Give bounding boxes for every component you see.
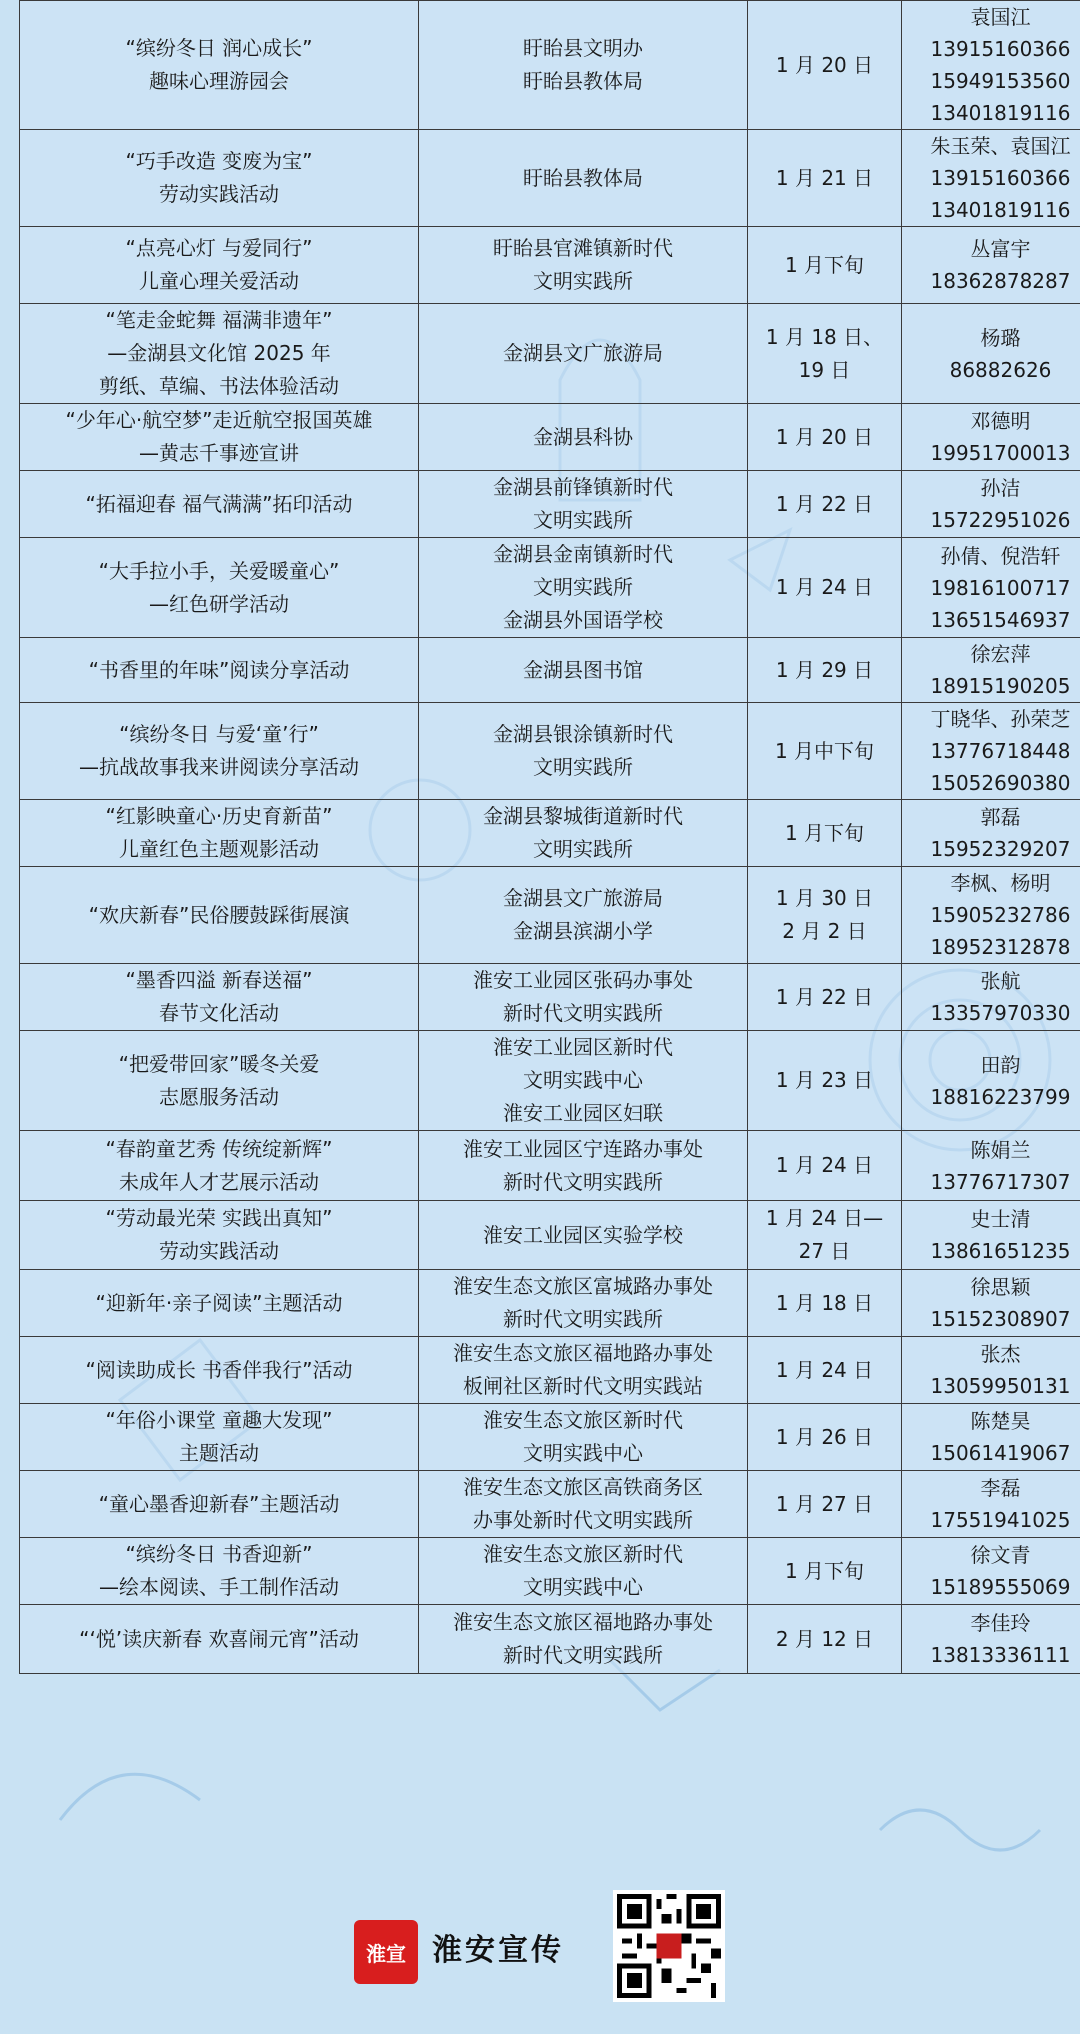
activity-date-line: 19 日	[798, 357, 851, 382]
activity-name-line: “缤纷冬日 与爱‘童’行”	[119, 722, 319, 746]
table-row	[20, 1538, 1080, 1605]
contact-cell	[902, 304, 1080, 404]
activity-name-line: 儿童心理关爱活动	[139, 269, 299, 293]
activity-date-line: 1 月 22 日	[775, 984, 874, 1009]
contact-line: 朱玉荣、袁国江	[930, 134, 1071, 158]
contact-line: 史士清	[970, 1207, 1031, 1231]
organizer-cell	[419, 867, 748, 964]
organizer-line: 办事处新时代文明实践所	[473, 1508, 693, 1532]
organizer-line: 淮安生态文旅区新时代	[483, 1408, 683, 1432]
organizer-line: 金湖县前锋镇新时代	[493, 475, 673, 499]
organizer-cell	[419, 800, 748, 867]
contact-line: 徐思颖	[970, 1275, 1031, 1299]
activity-name-cell	[20, 1605, 419, 1674]
activity-name-cell	[20, 1031, 419, 1131]
activity-date-cell	[748, 703, 902, 800]
organizer-cell	[419, 404, 748, 471]
contact-line: 18362878287	[930, 269, 1071, 293]
contact-line: 孙洁	[980, 476, 1021, 500]
contact-line: 张航	[980, 969, 1021, 993]
contact-line: 13651546937	[930, 607, 1071, 632]
activity-name-line: 趣味心理游园会	[149, 69, 289, 93]
activity-date-cell	[748, 1605, 902, 1674]
activity-name-line: 儿童红色主题观影活动	[119, 837, 319, 861]
table-row	[20, 471, 1080, 538]
activity-date-line: 1 月 26 日	[775, 1424, 874, 1449]
logo-text: 淮宣	[366, 1941, 406, 1966]
organizer-cell	[419, 638, 748, 703]
activity-date-line: 2 月 12 日	[775, 1626, 874, 1651]
organizer-line: 淮安工业园区张码办事处	[473, 968, 693, 992]
contact-line: 李枫、杨明	[950, 871, 1051, 895]
huaixuan-logo	[354, 1920, 418, 1984]
table-row	[20, 1605, 1080, 1674]
contact-cell	[902, 1, 1080, 130]
contact-cell	[902, 638, 1080, 703]
activity-name-line: “年俗小课堂 童趣大发现”	[105, 1408, 333, 1432]
activity-name-line: “春韵童艺秀 传统绽新辉”	[105, 1136, 333, 1161]
activity-date-cell	[748, 638, 902, 703]
contact-line: 17551941025	[930, 1508, 1071, 1532]
activity-table	[19, 0, 1080, 1674]
activity-date-cell	[748, 1031, 902, 1131]
contact-line: 杨璐	[980, 325, 1021, 350]
activity-name-line: “红影映童心·历史育新苗”	[105, 804, 333, 828]
contact-line: 13915160366	[930, 37, 1071, 61]
organizer-line: 文明实践所	[533, 755, 633, 779]
organizer-line: 淮安生态文旅区福地路办事处	[453, 1610, 713, 1634]
organizer-line: 淮安工业园区妇联	[503, 1101, 663, 1125]
contact-line: 13776717307	[930, 1169, 1071, 1194]
contact-line: 15949153560	[930, 69, 1071, 93]
table-row	[20, 1, 1080, 130]
contact-line: 陈楚昊	[970, 1409, 1031, 1433]
contact-cell	[902, 1404, 1080, 1471]
organizer-line: 金湖县滨湖小学	[513, 919, 653, 943]
activity-name-line: —黄志千事迹宣讲	[139, 441, 299, 465]
activity-name-line: 主题活动	[179, 1441, 259, 1465]
organizer-cell	[419, 1404, 748, 1471]
contact-line: 15061419067	[930, 1441, 1071, 1465]
contact-line: 丛富宇	[970, 237, 1031, 261]
activity-date-line: 1 月 24 日	[775, 1153, 874, 1177]
activity-date-cell	[748, 867, 902, 964]
contact-cell	[902, 1031, 1080, 1131]
activity-date-cell	[748, 964, 902, 1031]
organizer-cell	[419, 130, 748, 227]
activity-name-line: “笔走金蛇舞 福满非遗年”	[105, 308, 333, 332]
contact-cell	[902, 1471, 1080, 1538]
activity-name-cell	[20, 130, 419, 227]
contact-line: 13861651235	[930, 1239, 1071, 1263]
contact-line: 19816100717	[930, 575, 1071, 600]
contact-cell	[902, 1337, 1080, 1404]
contact-cell	[902, 130, 1080, 227]
table-row	[20, 800, 1080, 867]
activity-name-cell	[20, 538, 419, 638]
activity-date-cell	[748, 227, 902, 304]
organizer-line: 文明实践中心	[523, 1441, 643, 1465]
table-row	[20, 964, 1080, 1031]
activity-name-line: “缤纷冬日 润心成长”	[125, 36, 313, 60]
organizer-line: 新时代文明实践所	[503, 1643, 663, 1667]
contact-line: 袁国江	[970, 5, 1031, 29]
activity-date-line: 1 月 29 日	[775, 657, 874, 682]
organizer-cell	[419, 1605, 748, 1674]
table-row	[20, 538, 1080, 638]
contact-cell	[902, 867, 1080, 964]
contact-cell	[902, 1605, 1080, 1674]
organizer-cell	[419, 1031, 748, 1131]
contact-line: 15722951026	[930, 508, 1071, 532]
activity-name-cell	[20, 1, 419, 130]
organizer-line: 金湖县外国语学校	[503, 608, 663, 632]
activity-date-line: 1 月 23 日	[775, 1068, 874, 1092]
activity-date-cell	[748, 800, 902, 867]
activity-name-line: “童心墨香迎新春”主题活动	[98, 1491, 340, 1516]
activity-date-cell	[748, 1538, 902, 1605]
activity-name-line: 未成年人才艺展示活动	[119, 1169, 319, 1194]
organizer-line: 金湖县科协	[533, 424, 633, 449]
activity-name-line: “少年心·航空梦”走近航空报国英雄	[65, 408, 373, 432]
activity-name-cell	[20, 867, 419, 964]
table-row	[20, 1471, 1080, 1538]
organizer-line: 新时代文明实践所	[503, 1169, 663, 1194]
table-row	[20, 304, 1080, 404]
table-row	[20, 1337, 1080, 1404]
activity-date-cell	[748, 1201, 902, 1270]
activity-name-cell	[20, 703, 419, 800]
contact-cell	[902, 1201, 1080, 1270]
organizer-line: 文明实践中心	[523, 1068, 643, 1092]
activity-date-line: 1 月 21 日	[775, 165, 874, 190]
table-row	[20, 1131, 1080, 1201]
contact-line: 13915160366	[930, 166, 1071, 190]
contact-line: 田韵	[980, 1052, 1021, 1077]
organizer-line: 淮安生态文旅区富城路办事处	[453, 1274, 713, 1298]
activity-date-line: 1 月中下旬	[774, 738, 875, 763]
contact-line: 13401819116	[930, 198, 1071, 222]
activity-date-line: 1 月下旬	[784, 820, 865, 845]
organizer-cell	[419, 1538, 748, 1605]
activity-name-cell	[20, 638, 419, 703]
activity-name-cell	[20, 1201, 419, 1270]
brand-name: 淮安宣传	[432, 1933, 564, 1968]
contact-cell	[902, 1131, 1080, 1201]
organizer-line: 金湖县银涂镇新时代	[493, 722, 673, 746]
table-row	[20, 1270, 1080, 1337]
activity-name-cell	[20, 1270, 419, 1337]
activity-name-line: “把爱带回家”暖冬关爱	[118, 1051, 320, 1076]
organizer-line: 淮安工业园区宁连路办事处	[463, 1136, 703, 1161]
contact-line: 孙倩、倪浩轩	[940, 543, 1061, 568]
contact-cell	[902, 964, 1080, 1031]
contact-line: 18816223799	[930, 1084, 1071, 1109]
activity-name-line: “大手拉小手，关爱暖童心”	[98, 558, 340, 583]
contact-cell	[902, 538, 1080, 638]
organizer-cell	[419, 471, 748, 538]
activity-name-cell	[20, 227, 419, 304]
contact-line: 13813336111	[930, 1643, 1071, 1667]
organizer-line: 文明实践所	[533, 837, 633, 861]
activity-name-line: “书香里的年味”阅读分享活动	[88, 657, 350, 682]
activity-table-wrapper	[19, 0, 1071, 1674]
contact-line: 15052690380	[930, 771, 1071, 795]
activity-date-line: 1 月 18 日、	[765, 324, 884, 349]
activity-name-cell	[20, 964, 419, 1031]
activity-date-line: 1 月 22 日	[775, 491, 874, 516]
activity-name-cell	[20, 1404, 419, 1471]
contact-line: 李磊	[980, 1476, 1021, 1500]
contact-line: 郭磊	[980, 805, 1021, 829]
organizer-line: 金湖县金南镇新时代	[493, 542, 673, 566]
organizer-line: 文明实践所	[533, 508, 633, 532]
activity-date-line: 1 月 30 日	[775, 886, 874, 910]
contact-line: 徐文青	[970, 1543, 1031, 1567]
activity-date-line: 1 月 20 日	[775, 52, 874, 77]
activity-name-line: “劳动最光荣 实践出真知”	[105, 1206, 333, 1230]
organizer-cell	[419, 227, 748, 304]
activity-date-line: 1 月下旬	[784, 252, 865, 277]
organizer-line: 新时代文明实践所	[503, 1307, 663, 1331]
contact-line: 陈娟兰	[970, 1137, 1031, 1162]
activity-date-cell	[748, 538, 902, 638]
organizer-line: 金湖县图书馆	[523, 657, 643, 682]
organizer-cell	[419, 1, 748, 130]
organizer-cell	[419, 538, 748, 638]
activity-name-cell	[20, 471, 419, 538]
activity-date-cell	[748, 471, 902, 538]
organizer-line: 文明实践中心	[523, 1575, 643, 1599]
qr-code	[613, 1890, 725, 2002]
activity-name-line: “‘悦’读庆新春 欢喜闹元宵”活动	[79, 1626, 359, 1651]
activity-date-cell	[748, 1270, 902, 1337]
contact-line: 18952312878	[930, 935, 1071, 959]
organizer-line: 淮安工业园区新时代	[493, 1035, 673, 1059]
organizer-line: 板闸社区新时代文明实践站	[463, 1374, 703, 1398]
contact-line: 13401819116	[930, 101, 1071, 125]
organizer-cell	[419, 1201, 748, 1270]
activity-date-line: 1 月 24 日—	[765, 1206, 884, 1230]
activity-name-line: “巧手改造 变废为宝”	[125, 149, 313, 173]
activity-name-cell	[20, 800, 419, 867]
contact-line: 18915190205	[930, 674, 1071, 698]
activity-date-line: 27 日	[798, 1239, 851, 1263]
activity-name-line: “拓福迎春 福气满满”拓印活动	[85, 491, 353, 516]
contact-line: 19951700013	[930, 441, 1071, 465]
contact-cell	[902, 800, 1080, 867]
contact-line: 86882626	[949, 357, 1052, 382]
organizer-cell	[419, 1337, 748, 1404]
activity-date-cell	[748, 1471, 902, 1538]
table-row	[20, 1201, 1080, 1270]
contact-line: 15952329207	[930, 837, 1071, 861]
contact-cell	[902, 471, 1080, 538]
activity-name-line: 志愿服务活动	[159, 1084, 279, 1109]
table-row	[20, 638, 1080, 703]
organizer-cell	[419, 703, 748, 800]
activity-name-line: “阅读助成长 书香伴我行”活动	[85, 1357, 353, 1382]
organizer-line: 淮安生态文旅区福地路办事处	[453, 1341, 713, 1365]
activity-table-body	[20, 1, 1080, 1674]
activity-date-cell	[748, 1404, 902, 1471]
organizer-cell	[419, 304, 748, 404]
organizer-line: 盱眙县教体局	[523, 69, 643, 93]
activity-name-line: “迎新年·亲子阅读”主题活动	[95, 1290, 343, 1315]
table-row	[20, 1404, 1080, 1471]
contact-line: 张杰	[980, 1342, 1021, 1366]
activity-date-line: 1 月下旬	[784, 1558, 865, 1583]
activity-date-line: 1 月 24 日	[775, 575, 874, 599]
footer	[0, 1868, 1080, 2034]
table-row	[20, 130, 1080, 227]
contact-line: 15152308907	[930, 1307, 1071, 1331]
contact-line: 15905232786	[930, 903, 1071, 927]
activity-name-line: —绘本阅读、手工制作活动	[99, 1575, 339, 1599]
activity-date-line: 1 月 27 日	[775, 1491, 874, 1516]
table-row	[20, 867, 1080, 964]
organizer-line: 文明实践所	[533, 575, 633, 599]
activity-name-line: —红色研学活动	[149, 591, 289, 616]
activity-name-cell	[20, 1131, 419, 1201]
activity-date-cell	[748, 1, 902, 130]
activity-date-cell	[748, 404, 902, 471]
table-row	[20, 227, 1080, 304]
activity-name-line: “欢庆新春”民俗腰鼓踩街展演	[88, 902, 350, 927]
organizer-cell	[419, 1131, 748, 1201]
organizer-cell	[419, 1270, 748, 1337]
activity-date-cell	[748, 130, 902, 227]
activity-name-line: “缤纷冬日 书香迎新”	[125, 1542, 313, 1566]
activity-name-cell	[20, 1471, 419, 1538]
contact-line: 13776718448	[930, 739, 1071, 763]
activity-name-line: 劳动实践活动	[159, 182, 279, 206]
activity-date-line: 1 月 24 日	[775, 1357, 874, 1382]
organizer-line: 文明实践所	[533, 269, 633, 293]
contact-cell	[902, 703, 1080, 800]
activity-name-line: “墨香四溢 新春送福”	[125, 968, 313, 992]
organizer-line: 淮安生态文旅区高铁商务区	[463, 1475, 703, 1499]
activity-name-cell	[20, 304, 419, 404]
table-row	[20, 404, 1080, 471]
contact-cell	[902, 1270, 1080, 1337]
organizer-line: 盱眙县教体局	[523, 165, 643, 190]
contact-cell	[902, 404, 1080, 471]
activity-date-cell	[748, 1131, 902, 1201]
activity-name-line: 春节文化活动	[159, 1001, 279, 1025]
contact-line: 13059950131	[930, 1374, 1071, 1398]
contact-cell	[902, 1538, 1080, 1605]
organizer-line: 金湖县黎城街道新时代	[483, 804, 683, 828]
table-row	[20, 1031, 1080, 1131]
contact-line: 徐宏萍	[970, 642, 1031, 666]
table-row	[20, 703, 1080, 800]
organizer-line: 盱眙县文明办	[523, 36, 643, 60]
organizer-line: 淮安工业园区实验学校	[483, 1222, 683, 1247]
contact-line: 15189555069	[930, 1575, 1071, 1599]
organizer-line: 淮安生态文旅区新时代	[483, 1542, 683, 1566]
activity-date-line: 1 月 18 日	[775, 1290, 874, 1315]
organizer-cell	[419, 964, 748, 1031]
activity-date-cell	[748, 304, 902, 404]
activity-name-line: —金湖县文化馆 2025 年	[107, 341, 331, 365]
activity-name-cell	[20, 1538, 419, 1605]
activity-name-line: 剪纸、草编、书法体验活动	[99, 374, 339, 398]
organizer-line: 新时代文明实践所	[503, 1001, 663, 1025]
activity-name-cell	[20, 1337, 419, 1404]
contact-line: 邓德明	[970, 409, 1031, 433]
activity-name-line: —抗战故事我来讲阅读分享活动	[79, 755, 359, 779]
contact-cell	[902, 227, 1080, 304]
activity-date-cell	[748, 1337, 902, 1404]
contact-line: 李佳玲	[970, 1611, 1031, 1635]
organizer-line: 金湖县文广旅游局	[503, 886, 663, 910]
organizer-cell	[419, 1471, 748, 1538]
organizer-line: 盱眙县官滩镇新时代	[493, 236, 673, 260]
activity-date-line: 1 月 20 日	[775, 424, 874, 449]
activity-date-line: 2 月 2 日	[782, 919, 867, 943]
contact-line: 丁晓华、孙荣芝	[930, 707, 1071, 731]
activity-name-cell	[20, 404, 419, 471]
activity-name-line: 劳动实践活动	[159, 1239, 279, 1263]
activity-name-line: “点亮心灯 与爱同行”	[125, 236, 313, 260]
organizer-line: 金湖县文广旅游局	[503, 341, 663, 365]
contact-line: 13357970330	[930, 1001, 1071, 1025]
